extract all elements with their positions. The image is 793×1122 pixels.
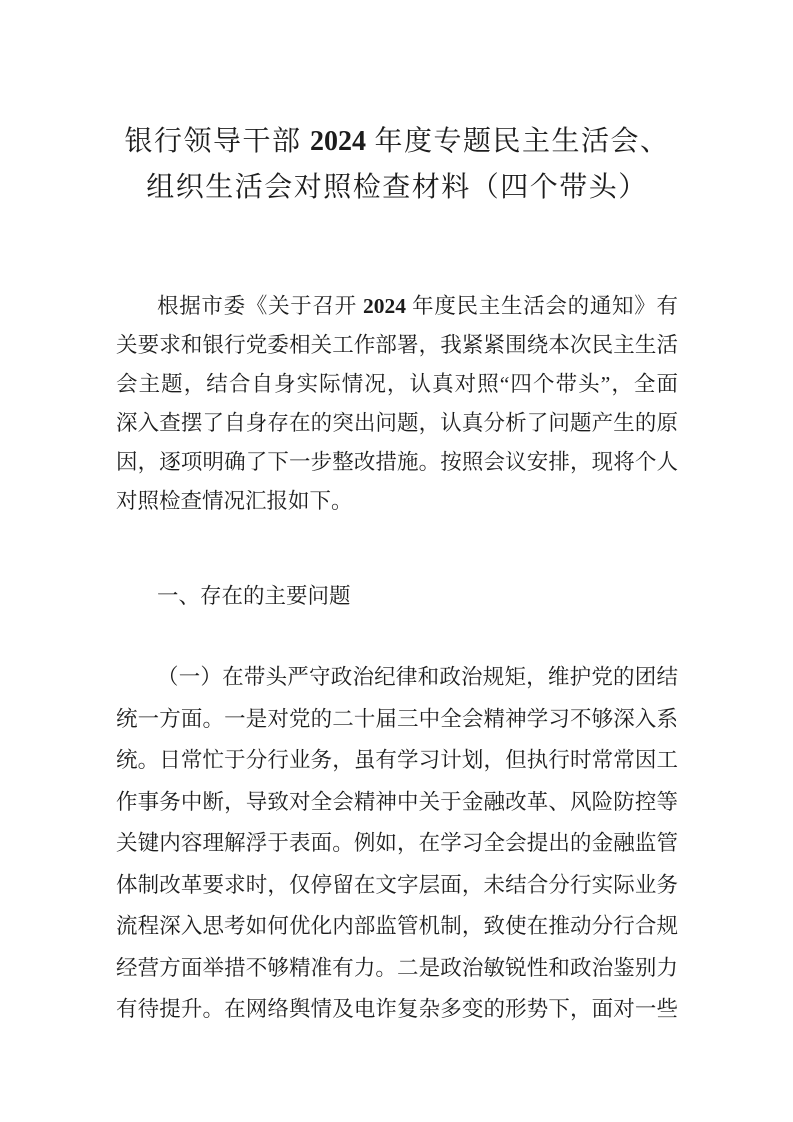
text-line: 关键内容理解浮于表面。例如，在学习全会提出的金融监管 [116,831,678,855]
section-heading: 一、存在的主要问题 [157,584,351,608]
title-line-1 [116,119,678,165]
text-line: 会主题，结合自身实际情况，认真对照“四个带头”，全面 [116,372,678,396]
text-line: 体制改革要求时，仅停留在文字层面，未结合分行实际业务 [116,872,678,897]
intro-paragraph [116,287,678,521]
year-number: 2024 [363,294,407,318]
text-line: 流程深入思考如何优化内部监管机制，致使在推动分行合规 [116,914,678,938]
title-text: 银行领导干部 [124,126,310,157]
document-page [116,0,678,1031]
text-line: 对照检查情况汇报如下。 [116,489,353,513]
title-line-2: 组织生活会对照检查材料（四个带头） [146,172,648,203]
intro-text: 年度民主生活会的通知》有 [406,294,678,318]
text-line: 有待提升。在网络舆情及电诈复杂多变的形势下，面对一些 [116,997,678,1021]
text-line: 作事务中断，导致对全会精神中关于金融改革、风险防控等 [116,789,678,814]
year-number: 2024 [310,126,366,157]
section-item-paragraph [116,657,678,1031]
intro-text: 根据市委《关于召开 [157,294,364,318]
text-line: 经营方面举措不够精准有力。二是政治敏锐性和政治鉴别力 [116,955,678,980]
text-line: 关要求和银行党委相关工作部署，我紧紧围绕本次民主生活 [116,333,678,357]
text-line: （一）在带头严守政治纪律和政治规矩，维护党的团结 [157,665,678,689]
document-title [116,119,678,211]
text-line: 统。日常忙于分行业务，虽有学习计划，但执行时常常因工 [116,748,678,772]
text-line: 因，逐项明确了下一步整改措施。按照会议安排，现将个人 [116,450,678,474]
title-text: 年度专题民主生活会、 [366,126,670,157]
text-line: 统一方面。一是对党的二十届三中全会精神学习不够深入系 [116,706,678,731]
text-line: 深入查摆了自身存在的突出问题，认真分析了问题产生的原 [116,411,678,435]
text-line [116,287,678,326]
